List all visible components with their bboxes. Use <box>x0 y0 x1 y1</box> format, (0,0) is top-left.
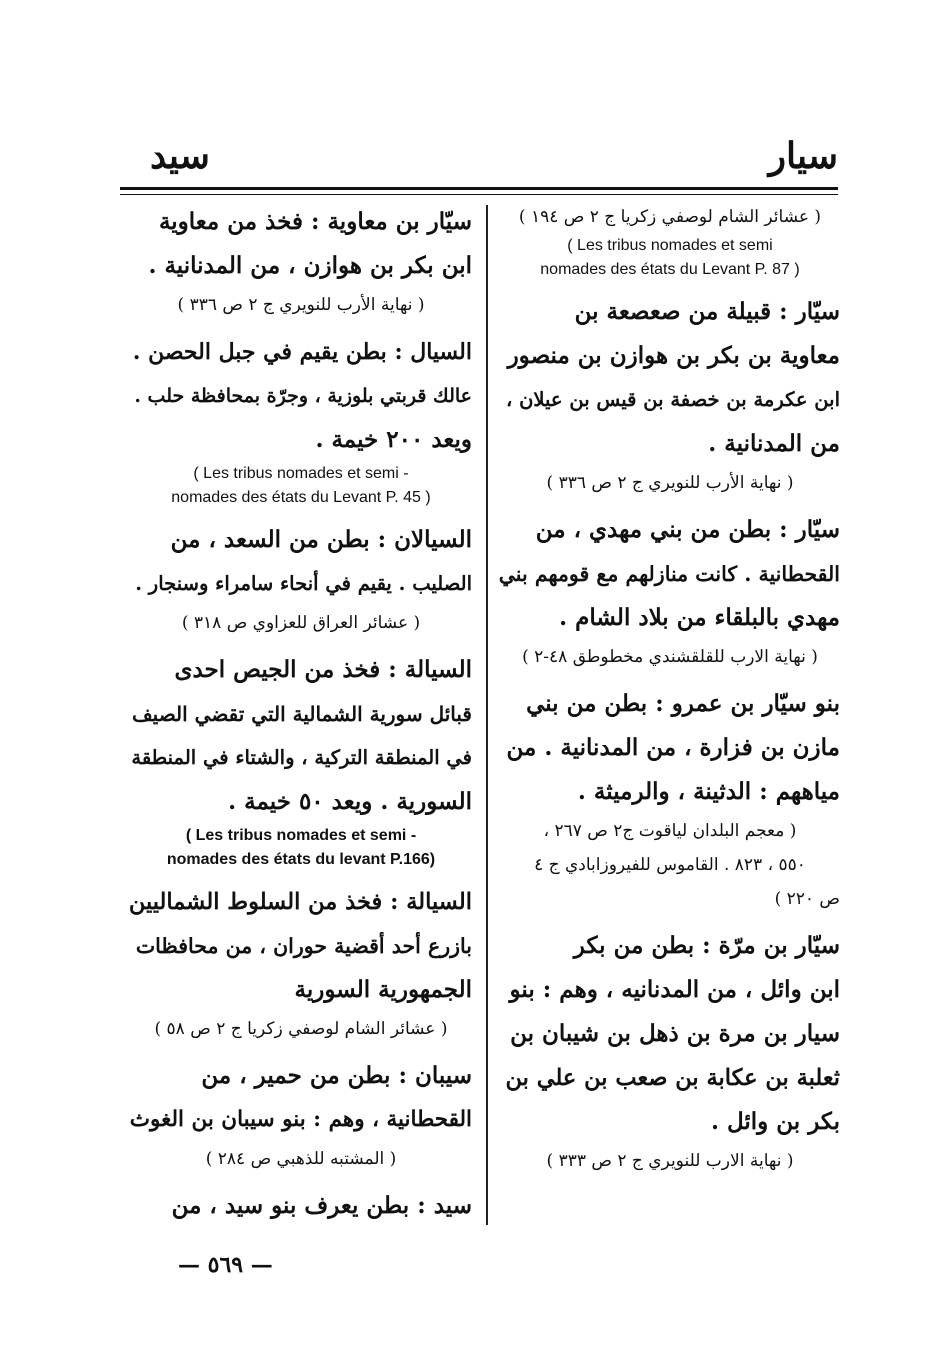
citation: ( نهاية الارب للقلقشندي مخطوطق ٤٨-٢ ) <box>522 647 818 667</box>
entry-line: بازرع أحد أقضية حوران ، من محافظات <box>135 934 472 958</box>
entry-line: الجمهورية السورية <box>294 976 472 1003</box>
entry-line: ابن وائل ، من المدنانيه ، وهم : بنو <box>509 976 840 1003</box>
entry-line: السيالة : فخذ من الجيص احدى <box>174 656 472 683</box>
citation: ( معجم البلدان لياقوت ج٢ ص ٢٦٧ ، <box>543 821 797 841</box>
citation: ( المشتبه للذهبي ص ٢٨٤ ) <box>205 1149 397 1169</box>
french-citation: ( Les tribus nomades et semi - <box>193 465 409 482</box>
french-citation: ( Les tribus nomades et semi - <box>185 827 417 844</box>
entry-line: سيّار بن معاوية : فخذ من معاوية <box>158 208 472 235</box>
entry-line: ويعد ٢٠٠ خيمة . <box>315 426 472 453</box>
french-citation: nomades des états du levant P.166) <box>166 851 436 868</box>
entry-line: مازن بن فزارة ، من المدنانية . من <box>506 734 840 761</box>
entry-line: مياههم : الدثينة ، والرميثة . <box>577 778 840 805</box>
entry-line: القحطانية ، وهم : بنو سيبان بن الغوث <box>129 1107 472 1132</box>
entry-line: القحطانية . كانت منازلهم مع قومهم بني <box>498 562 840 586</box>
french-citation: ( Les tribus nomades et semi <box>567 237 773 254</box>
header-rule-thin <box>120 194 838 195</box>
citation: ( عشائر العراق للعزاوي ص ٣١٨ ) <box>181 613 421 633</box>
left-column <box>130 200 472 1228</box>
entry-line: قبائل سورية الشمالية التي تقضي الصيف <box>131 702 472 726</box>
entry-line: مهدي بالبلقاء من بلاد الشام . <box>559 604 840 631</box>
entry-line: عالك قربتي بلوزية ، وجرّة بمحافظة حلب . <box>134 385 472 407</box>
entry-line: سيّار بن مرّة : بطن من بكر <box>573 932 840 959</box>
column-divider <box>486 205 488 1225</box>
citation: ( عشائر الشام لوصفي زكريا ج ٢ ص ١٩٤ ) <box>518 207 822 227</box>
entry-line: في المنطقة التركية ، والشتاء في المنطقة <box>131 746 472 769</box>
entry-line: ثعلبة بن عكابة بن صعب بن علي بن <box>505 1065 840 1091</box>
entry-line: بنو سيّار بن عمرو : بطن من بني <box>526 690 840 717</box>
header-rule-thick <box>120 187 838 190</box>
right-column <box>500 200 840 1178</box>
french-citation: nomades des états du Levant P. 87 ) <box>540 261 800 278</box>
citation: ص ٢٢٠ ) <box>774 889 840 909</box>
citation: ( نهاية الأرب للنويري ج ٢ ص ٣٣٦ ) <box>177 295 425 315</box>
entry-line: معاوية بن بكر بن هوازن بن منصور <box>507 342 840 369</box>
entry-line: سيار بن مرة بن ذهل بن شيبان بن <box>510 1020 840 1047</box>
entry-line: السيالة : فخذ من السلوط الشماليين <box>128 889 472 915</box>
entry-line: ابن بكر بن هوازن ، من المدنانية . <box>148 252 472 279</box>
entry-line: بكر بن وائل . <box>710 1108 840 1135</box>
citation: ٥٥٠ ، ٨٢٣ . القاموس للفيروزابادي ج ٤ <box>534 855 806 875</box>
entry-line: سيّار : قبيلة من صعصعة بن <box>574 298 840 325</box>
entry-line: السيال : بطن يقيم في جبل الحصن . <box>132 339 472 365</box>
entry-line: ابن عكرمة بن خصفة بن قيس بن عيلان ، <box>506 388 840 411</box>
running-head-right: سيار <box>768 135 838 177</box>
entry-line: من المدنانية . <box>708 430 840 457</box>
running-head-left: سيد <box>150 135 210 177</box>
entry-line: السورية . ويعد ٥٠ خيمة . <box>228 788 472 815</box>
citation: ( عشائر الشام لوصفي زكريا ج ٢ ص ٥٨ ) <box>154 1019 448 1039</box>
entry-line: سيبان : بطن من حمير ، من <box>201 1062 472 1089</box>
page-number: — ٥٦٩ — <box>178 1252 273 1278</box>
entry-line: سيّار : بطن من بني مهدي ، من <box>535 516 840 543</box>
entry-line: السيالان : بطن من السعد ، من <box>170 526 472 553</box>
citation: ( نهاية الارب للنويري ج ٢ ص ٣٣٣ ) <box>546 1151 794 1171</box>
french-citation: nomades des états du Levant P. 45 ) <box>171 489 431 506</box>
entry-line: الصليب . يقيم في أنحاء سامراء وسنجار . <box>135 572 472 595</box>
citation: ( نهاية الأرب للنويري ج ٢ ص ٣٣٦ ) <box>546 473 794 493</box>
entry-line: سيد : بطن يعرف بنو سيد ، من <box>171 1192 472 1219</box>
